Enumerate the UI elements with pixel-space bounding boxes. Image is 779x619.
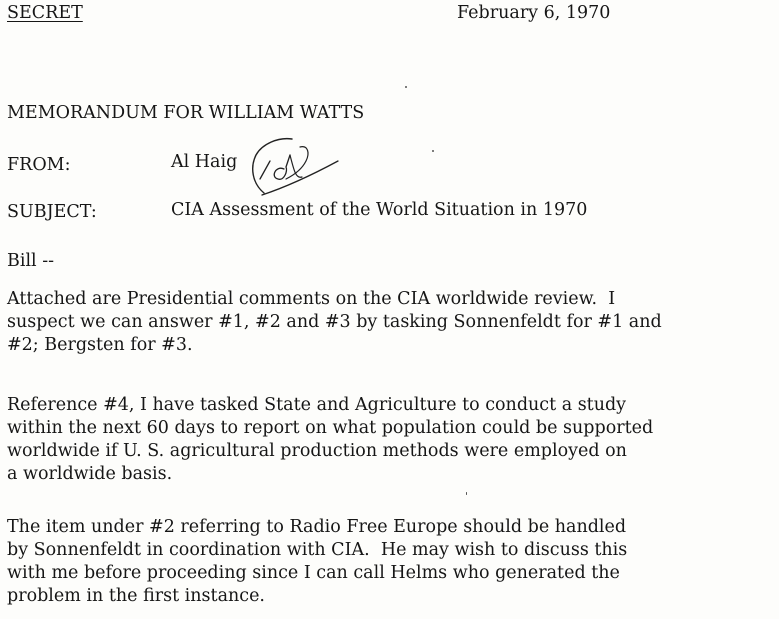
paragraph-line: a worldwide basis. bbox=[7, 464, 173, 484]
from-value: Al Haig bbox=[171, 152, 238, 172]
paragraph-line: by Sonnenfeldt in coordination with CIA. He may wish to discuss this bbox=[7, 540, 628, 560]
paragraph-line: with me before proceeding since I can call Helms who generated the bbox=[7, 563, 620, 583]
body-paragraph-3 bbox=[7, 516, 627, 608]
paper-speck bbox=[405, 86, 407, 88]
salutation: Bill -- bbox=[7, 251, 55, 271]
from-label: FROM: bbox=[7, 155, 71, 175]
paragraph-line: suspect we can answer #1, #2 and #3 by tasking Sonnenfeldt for #1 and bbox=[7, 312, 662, 332]
paragraph-line: problem in the first instance. bbox=[7, 586, 265, 606]
paper-speck bbox=[466, 492, 467, 495]
paper-speck bbox=[432, 150, 434, 152]
handwritten-initials-signature bbox=[246, 131, 346, 201]
memo-date: February 6, 1970 bbox=[457, 3, 611, 23]
subject-value: CIA Assessment of the World Situation in 1970 bbox=[171, 200, 588, 220]
body-paragraph-1 bbox=[7, 288, 662, 357]
paragraph-line: #2; Bergsten for #3. bbox=[7, 335, 193, 355]
paragraph-line: worldwide if U. S. agricultural production methods were employed on bbox=[7, 441, 627, 461]
memo-addressee-line: MEMORANDUM FOR WILLIAM WATTS bbox=[7, 103, 365, 123]
paragraph-line: Attached are Presidential comments on the CIA worldwide review. I bbox=[7, 289, 616, 309]
paragraph-line: within the next 60 days to report on what population could be supported bbox=[7, 418, 654, 438]
classification-marking: SECRET bbox=[7, 3, 83, 23]
subject-label: SUBJECT: bbox=[7, 202, 97, 222]
paragraph-line: The item under #2 referring to Radio Free Europe should be handled bbox=[7, 517, 627, 537]
paragraph-line: Reference #4, I have tasked State and Agriculture to conduct a study bbox=[7, 395, 627, 415]
body-paragraph-2 bbox=[7, 394, 653, 486]
